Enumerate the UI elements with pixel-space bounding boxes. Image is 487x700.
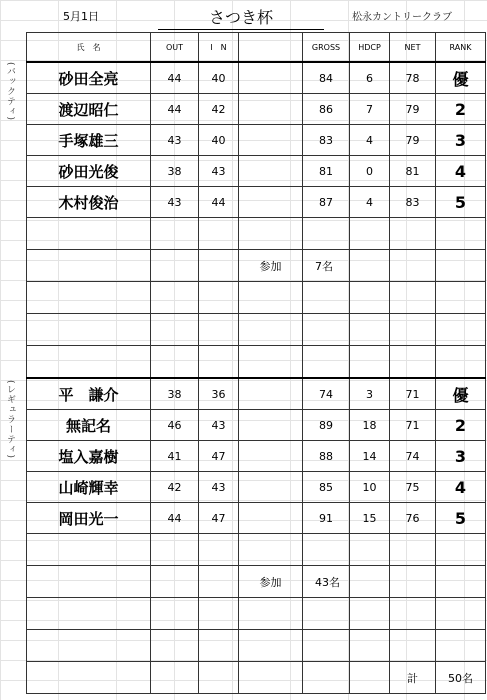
- gross-score: 74: [303, 378, 350, 410]
- hdcp-value: 0: [350, 156, 390, 187]
- table-row: [27, 156, 486, 187]
- gross-score: 91: [303, 503, 350, 534]
- net-score: 81: [390, 156, 436, 187]
- rank-value: 2: [436, 410, 486, 441]
- in-score: 43: [199, 410, 239, 441]
- rank-value: 2: [436, 94, 486, 125]
- table-row: [27, 441, 486, 472]
- participation-row: [27, 250, 486, 282]
- out-score: 44: [151, 503, 199, 534]
- participation-count: 43名: [303, 566, 350, 598]
- col-out-header: OUT: [151, 33, 199, 63]
- net-score: 76: [390, 503, 436, 534]
- hdcp-value: 6: [350, 62, 390, 94]
- participation-label: 参加: [239, 250, 303, 282]
- hdcp-value: 15: [350, 503, 390, 534]
- player-name: 塩入嘉樹: [27, 441, 151, 472]
- rank-value: 優: [436, 378, 486, 410]
- empty-row: [27, 314, 486, 346]
- rank-value: 5: [436, 187, 486, 218]
- table-row: [27, 410, 486, 441]
- hdcp-value: 18: [350, 410, 390, 441]
- hdcp-value: 3: [350, 378, 390, 410]
- in-score: 47: [199, 503, 239, 534]
- empty-row: [27, 282, 486, 314]
- player-name: 手塚雄三: [27, 125, 151, 156]
- hdcp-value: 4: [350, 125, 390, 156]
- player-name: 砂田光俊: [27, 156, 151, 187]
- col-net-header: NET: [390, 33, 436, 63]
- out-score: 41: [151, 441, 199, 472]
- table-row: [27, 187, 486, 218]
- table-row: [27, 503, 486, 534]
- results-table: [26, 32, 486, 694]
- rank-value: 4: [436, 472, 486, 503]
- blank-cell: [239, 503, 303, 534]
- table-row: [27, 378, 486, 410]
- net-score: 79: [390, 125, 436, 156]
- blank-cell: [239, 441, 303, 472]
- in-score: 36: [199, 378, 239, 410]
- blank-cell: [239, 472, 303, 503]
- date-label: 5月1日: [63, 10, 99, 23]
- out-score: 44: [151, 94, 199, 125]
- col-rank-header: RANK: [436, 33, 486, 63]
- col-name-header: 氏 名: [27, 33, 151, 63]
- rank-value: 4: [436, 156, 486, 187]
- table-row: [27, 62, 486, 94]
- player-name: 木村俊治: [27, 187, 151, 218]
- player-name: 渡辺昭仁: [27, 94, 151, 125]
- empty-row: [27, 598, 486, 630]
- hdcp-value: 10: [350, 472, 390, 503]
- player-name: 無記名: [27, 410, 151, 441]
- empty-row: [27, 534, 486, 566]
- hdcp-value: 7: [350, 94, 390, 125]
- gross-score: 81: [303, 156, 350, 187]
- in-score: 43: [199, 472, 239, 503]
- rank-value: 優: [436, 62, 486, 94]
- rank-value: 3: [436, 441, 486, 472]
- gross-score: 88: [303, 441, 350, 472]
- out-score: 38: [151, 156, 199, 187]
- net-score: 71: [390, 378, 436, 410]
- gross-score: 85: [303, 472, 350, 503]
- blank-cell: [239, 62, 303, 94]
- col-in-header: I N: [199, 33, 239, 63]
- net-score: 75: [390, 472, 436, 503]
- table-row: [27, 94, 486, 125]
- gross-score: 87: [303, 187, 350, 218]
- gross-score: 86: [303, 94, 350, 125]
- empty-row: [27, 218, 486, 250]
- in-score: 42: [199, 94, 239, 125]
- net-score: 83: [390, 187, 436, 218]
- blank-cell: [239, 156, 303, 187]
- participation-label: 参加: [239, 566, 303, 598]
- empty-row: [27, 346, 486, 379]
- total-row: [27, 662, 486, 694]
- player-name: 平 謙介: [27, 378, 151, 410]
- in-score: 40: [199, 62, 239, 94]
- player-name: 山崎輝幸: [27, 472, 151, 503]
- blank-cell: [239, 378, 303, 410]
- table-header-row: [27, 33, 486, 63]
- club-name: 松永カントリークラブ: [352, 12, 452, 23]
- in-score: 43: [199, 156, 239, 187]
- col-hdcp-header: HDCP: [350, 33, 390, 63]
- col-blank-header: [239, 33, 303, 63]
- rank-value: 5: [436, 503, 486, 534]
- player-name: 岡田光一: [27, 503, 151, 534]
- empty-row: [27, 630, 486, 662]
- total-label: 計: [390, 662, 436, 694]
- rank-value: 3: [436, 125, 486, 156]
- table-row: [27, 472, 486, 503]
- page-title: さつき杯: [158, 5, 324, 30]
- participation-count: 7名: [303, 250, 350, 282]
- out-score: 43: [151, 125, 199, 156]
- player-name: 砂田全亮: [27, 62, 151, 94]
- out-score: 38: [151, 378, 199, 410]
- hdcp-value: 4: [350, 187, 390, 218]
- col-gross-header: GROSS: [303, 33, 350, 63]
- hdcp-value: 14: [350, 441, 390, 472]
- net-score: 71: [390, 410, 436, 441]
- in-score: 47: [199, 441, 239, 472]
- gross-score: 84: [303, 62, 350, 94]
- blank-cell: [239, 125, 303, 156]
- total-count: 50名: [436, 662, 486, 694]
- blank-cell: [239, 94, 303, 125]
- net-score: 79: [390, 94, 436, 125]
- back-tee-label: (バックティ): [5, 62, 15, 122]
- table-row: [27, 125, 486, 156]
- participation-row: [27, 566, 486, 598]
- gross-score: 83: [303, 125, 350, 156]
- out-score: 42: [151, 472, 199, 503]
- net-score: 74: [390, 441, 436, 472]
- out-score: 43: [151, 187, 199, 218]
- blank-cell: [239, 410, 303, 441]
- gross-score: 89: [303, 410, 350, 441]
- out-score: 44: [151, 62, 199, 94]
- regular-tee-label: (レギュラーティ): [5, 380, 15, 460]
- in-score: 40: [199, 125, 239, 156]
- blank-cell: [239, 187, 303, 218]
- net-score: 78: [390, 62, 436, 94]
- in-score: 44: [199, 187, 239, 218]
- out-score: 46: [151, 410, 199, 441]
